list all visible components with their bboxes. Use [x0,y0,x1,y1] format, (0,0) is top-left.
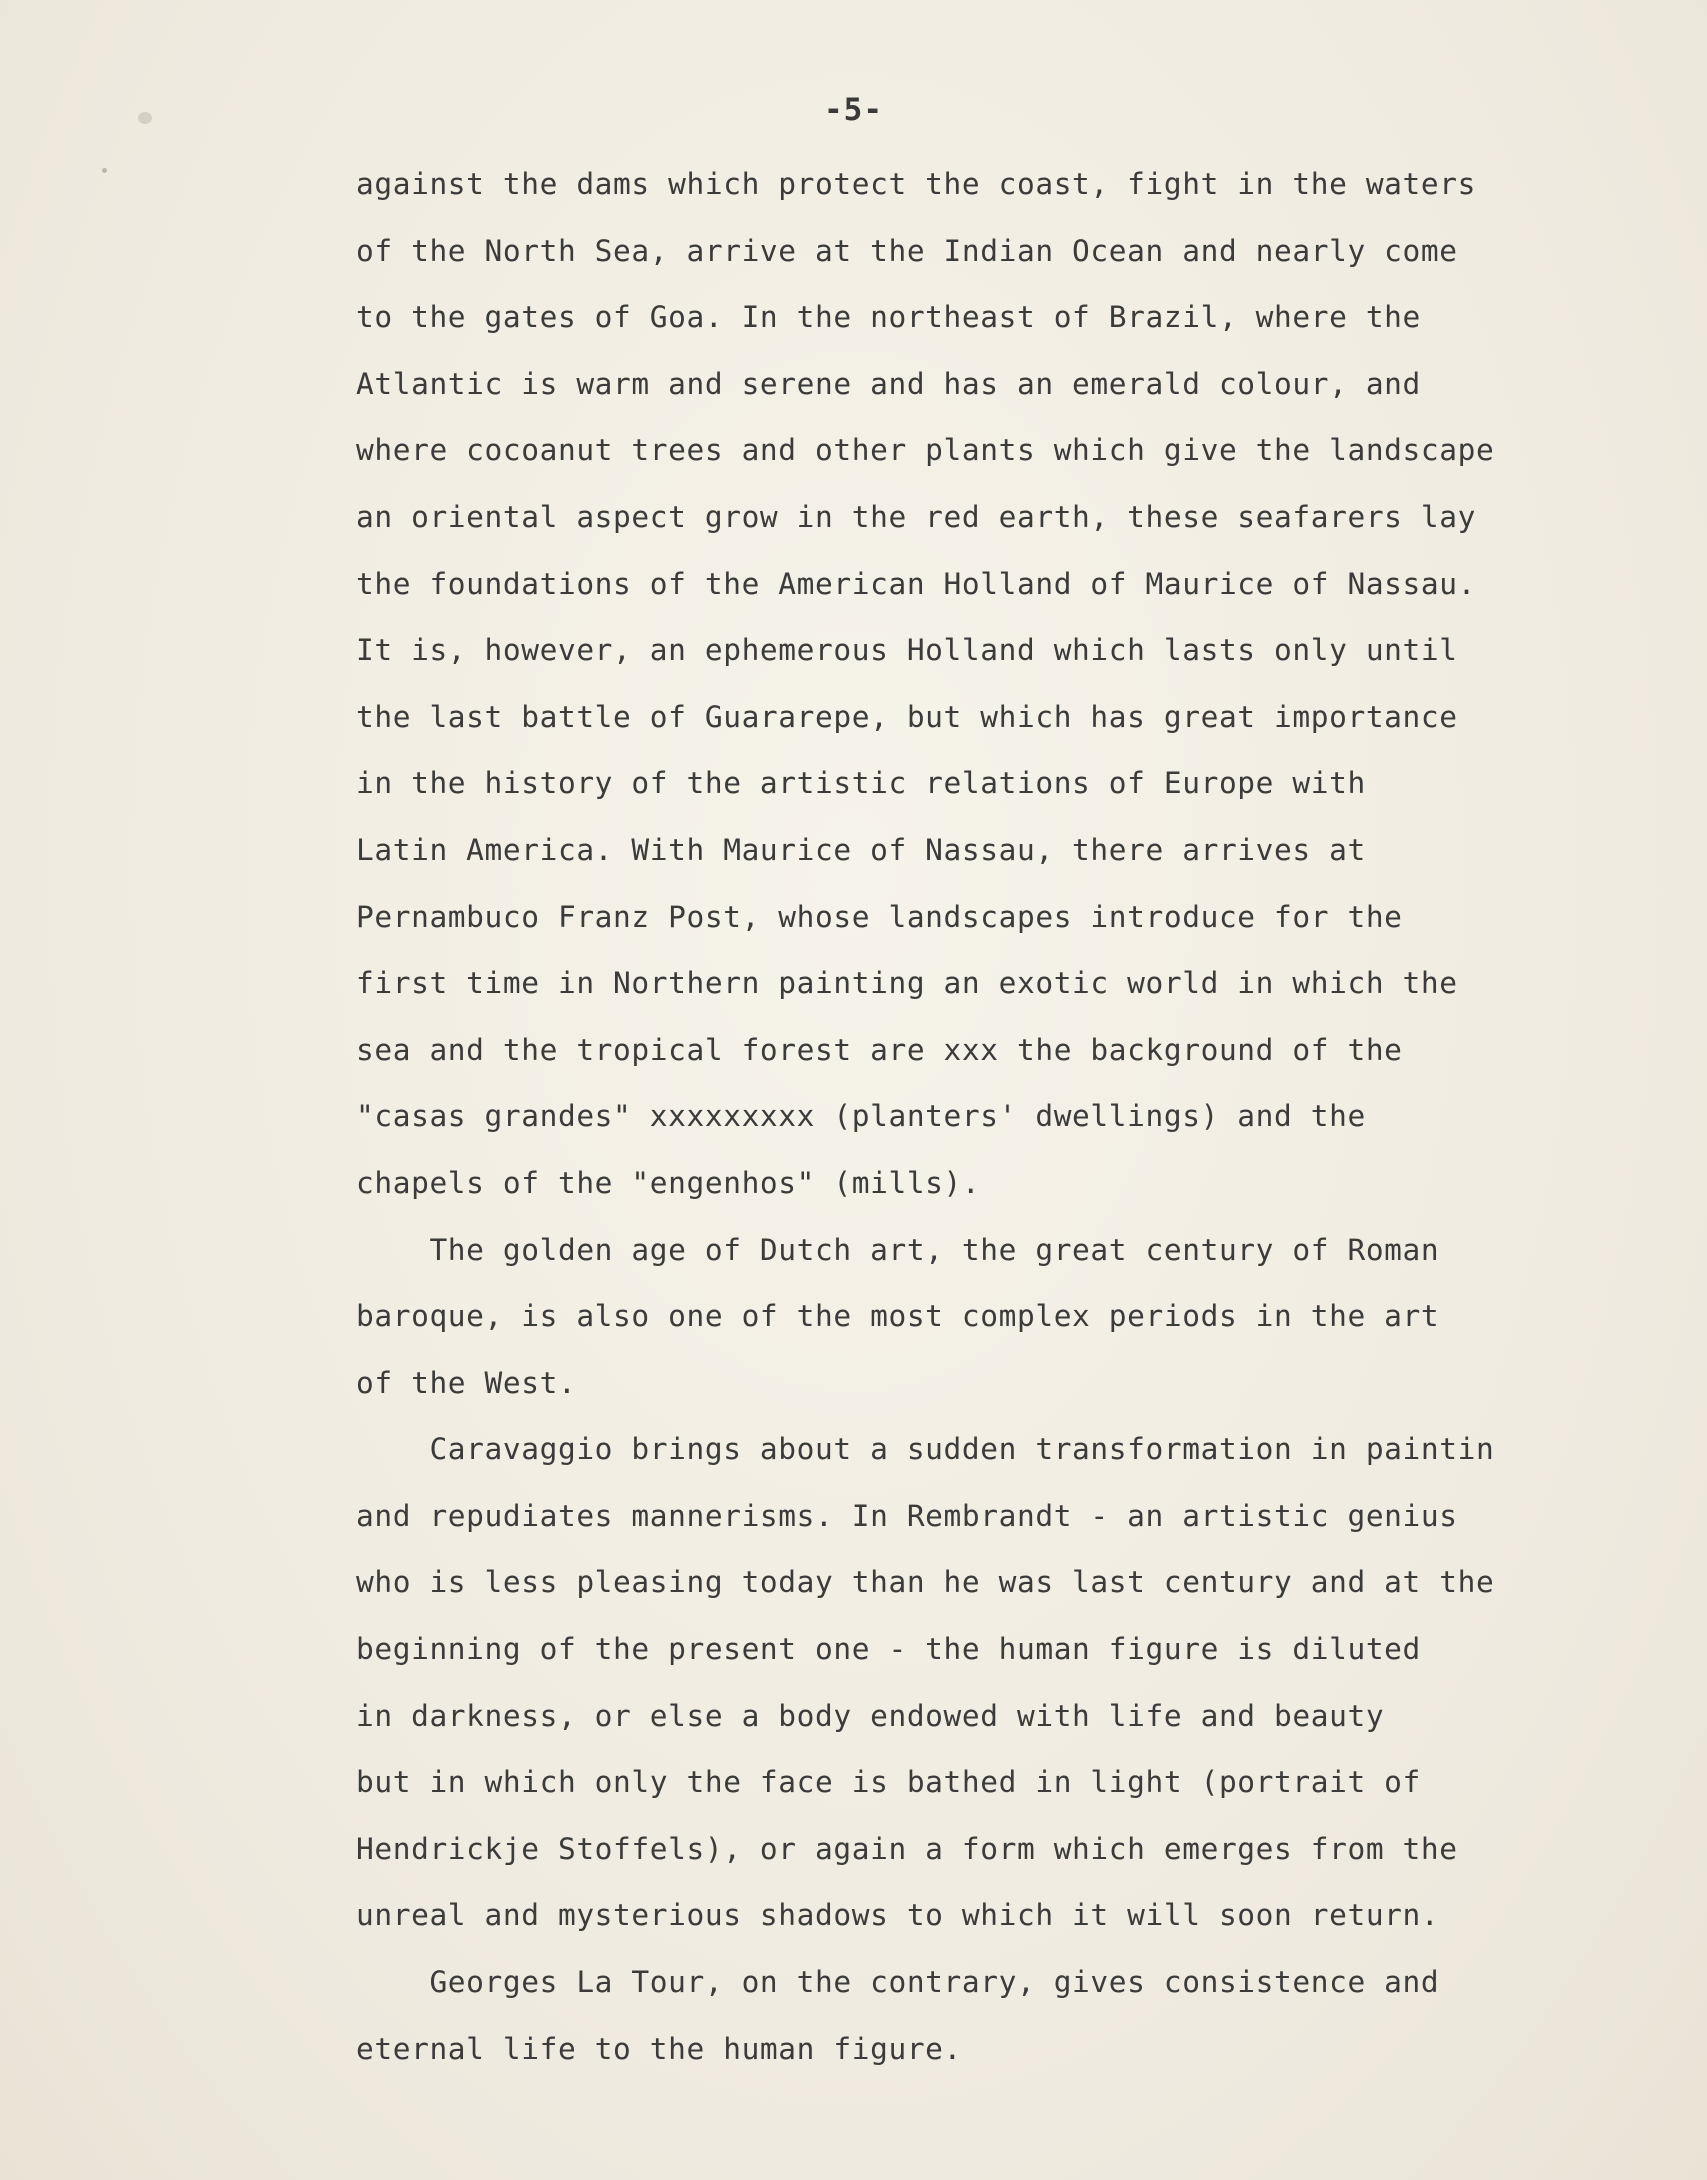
text-line: Caravaggio brings about a sudden transformation in paintin [356,1432,1495,1467]
page-number: -5- [824,92,883,128]
text-line: to the gates of Goa. In the northeast of Brazil, where the [356,300,1421,335]
text-line: Hendrickje Stoffels), or again a form which emerges from the [356,1831,1458,1866]
text-line: of the North Sea, arrive at the Indian Ocean and nearly come [356,233,1458,268]
text-line: but in which only the face is bathed in light (portrait of [356,1765,1421,1800]
text-line: an oriental aspect grow in the red earth, these seafarers lay [356,499,1476,534]
text-line: of the West. [356,1365,577,1400]
text-line: Pernambuco Franz Post, whose landscapes introduce for the [356,899,1403,934]
body-text [356,151,1696,2082]
text-line: and repudiates mannerisms. In Rembrandt - an artistic genius [356,1498,1458,1533]
text-line: where cocoanut trees and other plants which give the landscape [356,433,1495,468]
text-line: The golden age of Dutch art, the great century of Roman [356,1232,1440,1267]
text-line: It is, however, an ephemerous Holland which lasts only until [356,633,1458,668]
text-line: Georges La Tour, on the contrary, gives consistence and [356,1965,1440,2000]
text-line: unreal and mysterious shadows to which it will soon return. [356,1898,1440,1933]
text-line: who is less pleasing today than he was last century and at the [356,1565,1495,1600]
text-line: "casas grandes" xxxxxxxxx (planters' dwellings) and the [356,1099,1366,1134]
text-line: the foundations of the American Holland of Maurice of Nassau. [356,566,1476,601]
text-line: in darkness, or else a body endowed with life and beauty [356,1698,1385,1733]
text-line: baroque, is also one of the most complex periods in the art [356,1299,1440,1334]
text-line: eternal life to the human figure. [356,2031,962,2066]
text-line: against the dams which protect the coast, fight in the waters [356,167,1476,201]
text-line: Atlantic is warm and serene and has an emerald colour, and [356,366,1421,401]
text-line: first time in Northern painting an exotic world in which the [356,966,1458,1001]
text-line: Latin America. With Maurice of Nassau, there arrives at [356,832,1366,867]
text-line: chapels of the "engenhos" (mills). [356,1165,981,1200]
text-line: sea and the tropical forest are xxx the background of the [356,1032,1403,1067]
text-line: the last battle of Guararepe, but which has great importance [356,699,1458,734]
paper-speck [102,168,107,173]
text-line: in the history of the artistic relations of Europe with [356,766,1366,801]
text-line: beginning of the present one - the human figure is diluted [356,1632,1421,1667]
